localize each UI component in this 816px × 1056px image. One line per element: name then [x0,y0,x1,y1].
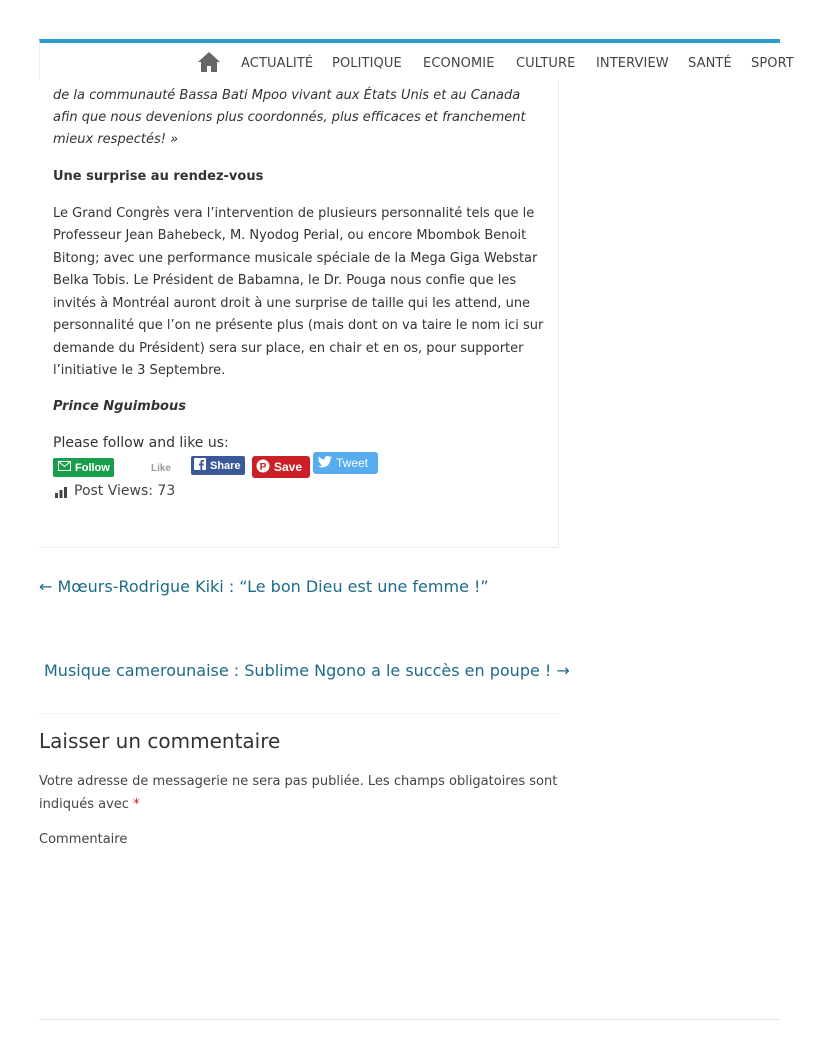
nav-item-economie[interactable]: ECONOMIE [423,56,495,71]
svg-text:P: P [259,461,267,473]
previous-post-link[interactable]: ← Mœurs-Rodrigue Kiki : “Le bon Dieu est une femme !” [39,577,489,596]
paragraph-line: Professeur Jean Bahebeck, M. Nyodog Perial, ou encore Mbombok Benoit [53,228,527,243]
comment-notice-text: indiqués avec [39,797,129,812]
required-marker: * [133,797,140,812]
nav-item-interview[interactable]: INTERVIEW [596,56,669,71]
quote-line: afin que nous devenions plus coordonnés, plus efficaces et franchement [53,110,526,125]
tweet-button[interactable] [313,452,378,474]
nav-item-sport[interactable]: SPORT [751,56,794,71]
like-label: Like [150,462,171,474]
paragraph-line: personnalité que l’on ne présente plus (mais dont on va taire le nom ici sur [53,318,544,333]
comment-notice-line: Votre adresse de messagerie ne sera pas publiée. Les champs obligatoires sont [39,774,558,789]
bar-chart-icon [55,486,67,497]
paragraph-line: Belka Tobis. Le Président de Babamna, le Dr. Pouga nous confie que les [53,273,517,288]
paragraph-line: l’initiative le 3 Septembre. [53,363,226,378]
divider [39,713,559,714]
paragraph-line: demande du Président) sera sur place, en chair et en os, pour supporter [53,341,524,356]
comment-section-title: Laisser un commentaire [39,729,281,753]
twitter-bird-icon [318,456,332,470]
home-icon[interactable] [197,51,221,73]
paragraph-line: invités à Montréal auront droit à une surprise de taille qui les attend, une [53,296,531,311]
paragraph-line: Bitong; avec une performance musicale spéciale de la Mega Giga Webstar [53,251,538,266]
paragraph-line: Le Grand Congrès vera l’intervention de plusieurs personnalité tels que le [53,206,535,221]
next-post-link[interactable]: Musique camerounaise : Sublime Ngono a le succès en poupe ! → [44,661,570,680]
save-label: Save [274,460,303,474]
quote-line: de la communauté Bassa Bati Mpoo vivant aux États Unis et au Canada [53,88,521,103]
post-views [55,483,175,499]
share-label: Share [210,459,241,472]
envelope-icon [58,461,71,474]
comment-notice-line [39,797,140,812]
nav-item-actualite[interactable]: ACTUALITÉ [241,56,314,71]
article-author: Prince Nguimbous [53,399,186,414]
facebook-share-button[interactable] [191,456,245,475]
main-navigation [39,39,794,80]
follow-label: Follow [75,461,110,474]
section-subheading: Une surprise au rendez-vous [53,169,264,184]
quote-line: mieux respectés! » [53,132,179,147]
article-content [39,80,559,548]
pinterest-save-button[interactable] [252,456,310,478]
nav-item-sante[interactable]: SANTÉ [688,56,732,71]
comment-field-label: Commentaire [39,832,128,847]
like-button[interactable] [143,460,179,476]
pinterest-icon [256,459,270,476]
follow-prompt: Please follow and like us: [53,435,229,451]
tweet-label: Tweet [336,456,369,470]
divider [39,1019,780,1020]
comment-textarea[interactable] [39,856,563,1010]
nav-item-culture[interactable]: CULTURE [516,56,576,71]
nav-item-politique[interactable]: POLITIQUE [332,56,402,71]
post-views-text: Post Views: 73 [74,483,176,499]
facebook-icon [194,458,206,473]
follow-button[interactable] [53,458,114,477]
